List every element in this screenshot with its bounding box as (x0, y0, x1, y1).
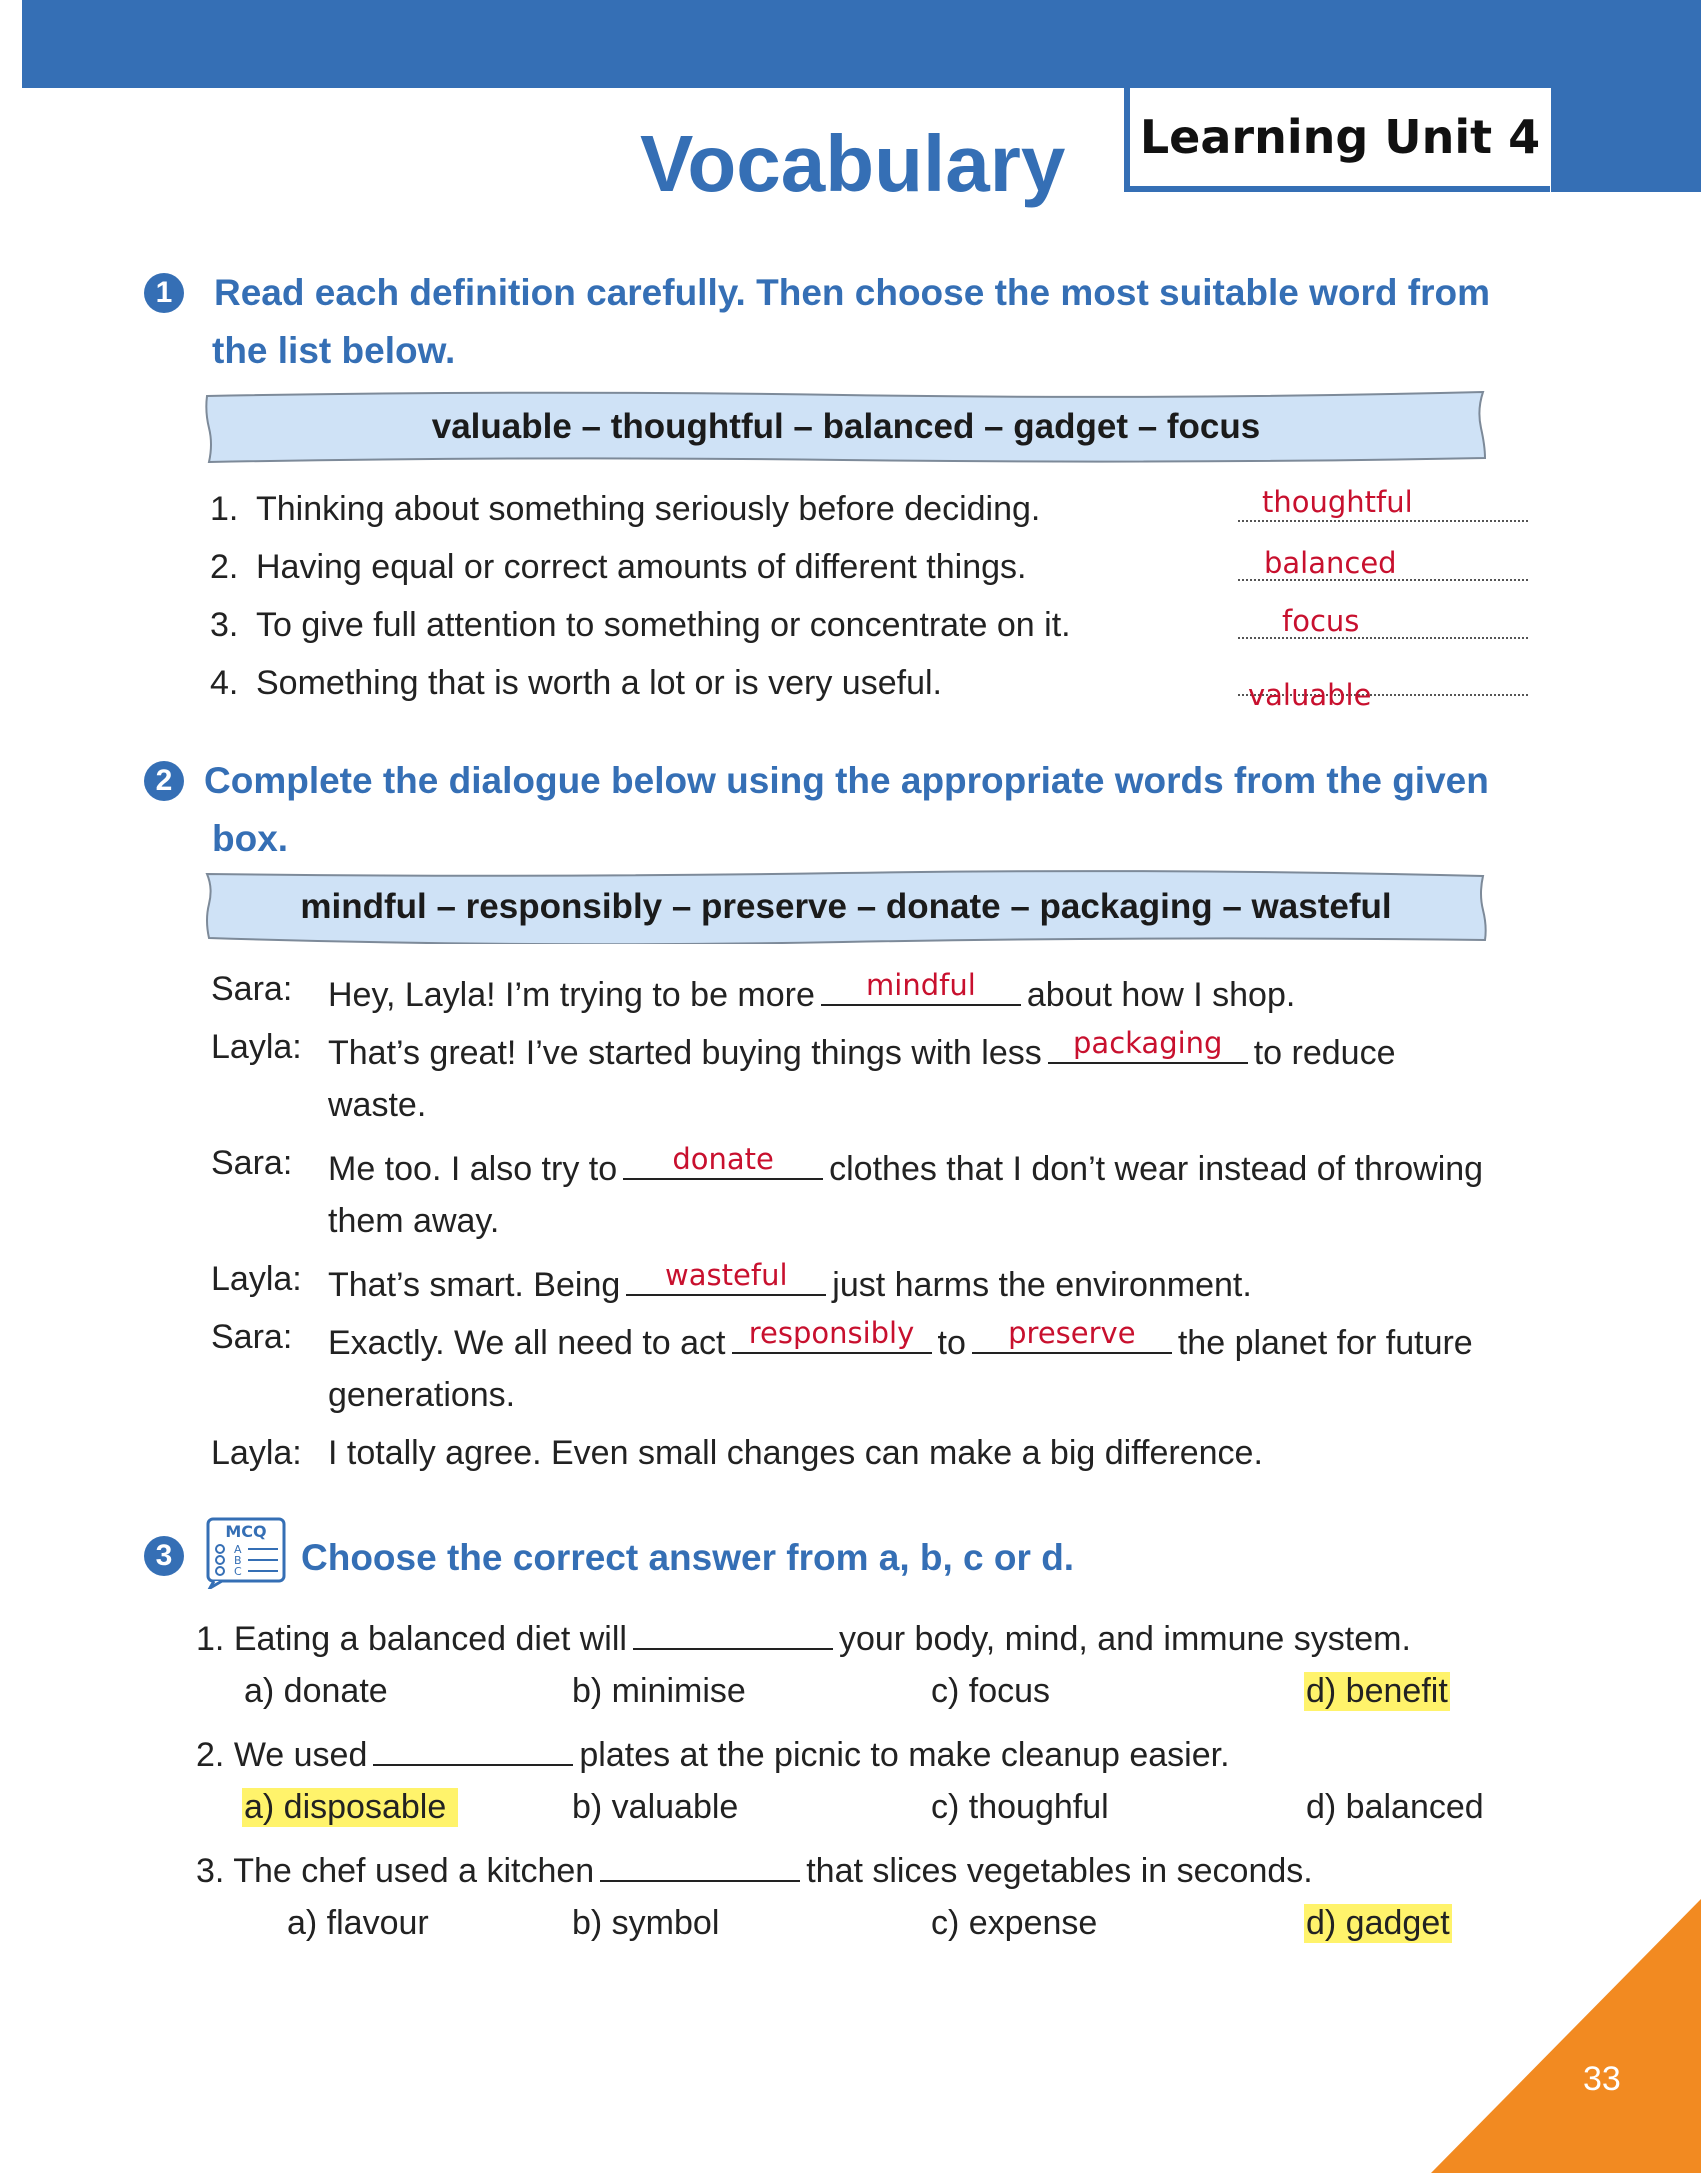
question-blank[interactable] (633, 1614, 833, 1650)
dialogue-blank[interactable] (821, 970, 1021, 1006)
section-1-word-bank (203, 390, 1489, 464)
definition-number: 2. (210, 548, 239, 586)
definition-number: 4. (210, 664, 239, 702)
mcq-icon-letter: A (234, 1543, 242, 1556)
option-d[interactable]: d) balanced (1306, 1788, 1484, 1826)
mcq-icon-label: MCQ (225, 1522, 267, 1541)
dialogue-text: Exactly. We all need to act (328, 1324, 726, 1362)
definition-answer: balanced (1264, 546, 1397, 580)
definition-item (210, 664, 942, 703)
option-a[interactable]: a) donate (244, 1672, 388, 1710)
dialogue-text: about how I shop. (1026, 976, 1296, 1014)
section-1-number: 1 (144, 273, 184, 313)
dialogue-speaker: Layla: (211, 1028, 302, 1066)
definition-item (210, 606, 1071, 645)
section-1-instruction-line-2: the list below. (212, 330, 456, 371)
dialogue-speaker: Sara: (211, 1318, 293, 1356)
definition-text: Thinking about something seriously before deciding. (256, 490, 1041, 528)
definition-text: Having equal or correct amounts of different things. (256, 548, 1027, 586)
dialogue-text: clothes that I don’t wear instead of throwing (829, 1150, 1484, 1188)
section-1-word-bank-text: valuable – thoughtful – balanced – gadget – focus (431, 407, 1261, 446)
unit-tab (1551, 88, 1701, 192)
option-c[interactable]: c) thoughful (931, 1788, 1109, 1826)
dialogue-answer: responsibly (748, 1316, 915, 1350)
question-text: plates at the picnic to make cleanup easier. (579, 1736, 1230, 1774)
dialogue-blank[interactable] (623, 1144, 823, 1180)
header-band (22, 0, 1701, 88)
dialogue-blank[interactable] (626, 1260, 826, 1296)
definition-number: 1. (210, 490, 239, 528)
section-2-word-bank-text: mindful – responsibly – preserve – donate – packaging – wasteful (300, 887, 1392, 926)
option-d-selected[interactable]: d) gadget (1306, 1904, 1450, 1942)
option-a-selected[interactable]: a) disposable (242, 1788, 458, 1827)
dialogue-speaker: Sara: (211, 1144, 293, 1182)
dialogue-continuation: waste. (328, 1086, 427, 1124)
dialogue-text: the planet for future (1177, 1324, 1473, 1362)
question-text: your body, mind, and immune system. (838, 1620, 1411, 1658)
option-b[interactable]: b) minimise (572, 1672, 746, 1710)
option-d-selected[interactable]: d) benefit (1306, 1672, 1448, 1710)
definition-item (210, 548, 1026, 587)
page-corner-decoration (1431, 1899, 1701, 2173)
dialogue-blank[interactable] (972, 1318, 1172, 1354)
dialogue-text: I totally agree. Even small changes can make a big difference. (328, 1434, 1263, 1472)
question-blank[interactable] (373, 1730, 573, 1766)
question-blank[interactable] (600, 1846, 800, 1882)
question-number: 1. (196, 1620, 225, 1658)
dialogue-line (328, 970, 1295, 1015)
answer-line (1238, 520, 1528, 522)
definition-number: 3. (210, 606, 239, 644)
dialogue-text: That’s great! I’ve started buying things with less (328, 1034, 1042, 1072)
question-2 (196, 1730, 1230, 1775)
question-number: 2. (196, 1736, 225, 1774)
dialogue-text: Me too. I also try to (328, 1150, 618, 1188)
dialogue-text: just harms the environment. (832, 1266, 1252, 1304)
dialogue-answer: packaging (1073, 1026, 1223, 1060)
dialogue-line (328, 1144, 1483, 1189)
page-number: 33 (1583, 2060, 1621, 2098)
dialogue-line (328, 1260, 1252, 1305)
section-1-instruction-line-1: Read each definition carefully. Then choose the most suitable word from (214, 272, 1491, 313)
dialogue-blank[interactable] (732, 1318, 932, 1354)
question-number: 3. (196, 1852, 225, 1890)
dialogue-speaker: Layla: (211, 1434, 302, 1472)
question-1 (196, 1614, 1411, 1659)
dialogue-answer: donate (672, 1142, 774, 1176)
section-2-word-bank (203, 870, 1489, 944)
dialogue-answer: preserve (1008, 1316, 1136, 1350)
section-2-instruction-line-2: box. (212, 818, 289, 859)
option-c[interactable]: c) focus (931, 1672, 1051, 1710)
mcq-icon (206, 1517, 288, 1589)
option-b[interactable]: b) valuable (572, 1788, 739, 1826)
page-title: Vocabulary (640, 119, 1066, 208)
dialogue-blank[interactable] (1048, 1028, 1248, 1064)
mcq-icon-letter: B (234, 1554, 242, 1567)
dialogue-continuation: them away. (328, 1202, 500, 1240)
dialogue-continuation: generations. (328, 1376, 516, 1414)
definition-item (210, 490, 1040, 529)
learning-unit-label: Learning Unit 4 (1124, 88, 1550, 192)
dialogue-line (328, 1318, 1473, 1363)
dialogue-speaker: Layla: (211, 1260, 302, 1298)
mcq-icon-letter: C (234, 1565, 242, 1578)
dialogue-answer: wasteful (665, 1258, 788, 1292)
option-a[interactable]: a) flavour (287, 1904, 429, 1942)
definition-answer: thoughtful (1262, 485, 1413, 519)
dialogue-speaker: Sara: (211, 970, 293, 1008)
question-text: Eating a balanced diet will (233, 1620, 627, 1658)
dialogue-text: to reduce (1253, 1034, 1396, 1072)
definition-answer: valuable (1248, 678, 1372, 712)
section-3-instruction: Choose the correct answer from a, b, c or d. (301, 1537, 1075, 1578)
definition-text: To give full attention to something or concentrate on it. (256, 606, 1071, 644)
section-2-instruction-line-1: Complete the dialogue below using the appropriate words from the given (204, 760, 1489, 801)
section-2-number: 2 (144, 761, 184, 801)
dialogue-text: That’s smart. Being (328, 1266, 621, 1304)
section-3-number: 3 (144, 1536, 184, 1576)
question-text: We used (233, 1736, 368, 1774)
option-c[interactable]: c) expense (931, 1904, 1098, 1942)
dialogue-answer: mindful (866, 968, 976, 1002)
definition-text: Something that is worth a lot or is very useful. (256, 664, 942, 702)
question-text: that slices vegetables in seconds. (806, 1852, 1313, 1890)
question-3 (196, 1846, 1313, 1891)
dialogue-text: to (937, 1324, 966, 1362)
dialogue-line (328, 1028, 1396, 1073)
question-text: The chef used a kitchen (233, 1852, 595, 1890)
dialogue-text: Hey, Layla! I’m trying to be more (328, 976, 815, 1014)
definition-answer: focus (1282, 604, 1360, 638)
option-b[interactable]: b) symbol (572, 1904, 720, 1942)
